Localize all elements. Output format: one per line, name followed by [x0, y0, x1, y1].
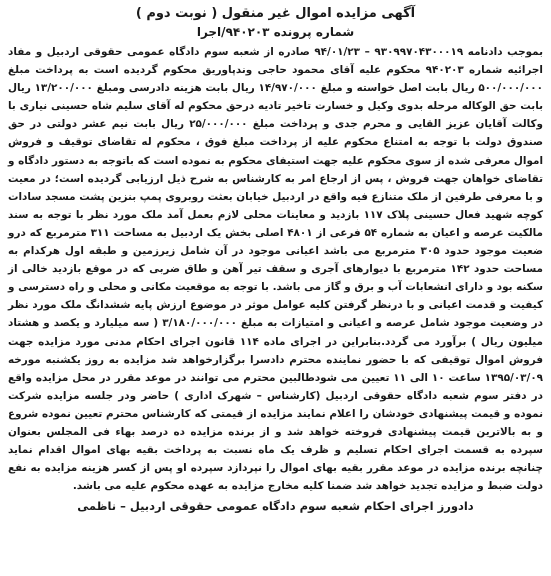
notice-body: بموجب دادنامه ۹۳۰۹۹۷۰۴۳۰۰۰۱۹ – ۹۴/۰۱/۲۳ صادره از شعبه سوم دادگاه عمومی حقوقی اردبیل و مفاد اجرائیه شماره ۹۴۰۲۰۳ محکوم علیه آقای محمود حاجی وندپاوریق محکوم گردیده است به پرداخت مبلغ ۵۰۰/۰۰۰/۰۰۰ ریال بابت اصل خواسته و مبلغ ۱۴/۹۷۰/۰۰۰ ریال بابت هزینه دادرسی ومبلغ ۱۳/۲۰۰/۰۰۰ ریال بابت حق الوکاله مرحله بدوی وکیل و خسارت تاخیر تادیه درحق محکوم له آقای سلیم شاه حسینی نیاری با وکالت آقایان عزیز القایی و محرم جدی و پرداخت مبلغ ۲۵/۰۰۰/۰۰۰ ریال بابت نیم عشر دولتی در حق صندوق دولت با توجه به امتناع محکوم علیه از پرداخت مبلغ فوق ، محکوم له تقاضای توقیف و فروش اموال معرفی شده از سوی محکوم علیه جهت استیفای محکوم به نموده است که باتوجه به دستور دادگاه و تقاضای خواهان جهت فروش ، پس از ارجاع امر به کارشناس به شرح ذیل ارزیابی گردیده است؛ در معیت و با معرفی طرفین از ملک متنازع فیه واقع در اردبیل خیابان بعثت روبروی پمپ بنزین پشت مسجد سادات کوچه شهید فعال حسینی پلاک ۱۱۷ بازدید و معاینات محلی لازم بعمل آمد ملک مورد نظر با توجه به سند مالکیت عرصه و اعیان به شماره ۵۴ فرعی از ۴۸۰۱ اصلی بخش یک اردبیل به مساحت ۳۱۱ مترمربع که درو ضعیت موجود حدود ۳۰۵ مترمربع می باشد اعیانی موجود در آن شامل زیرزمین و طبقه اول هرکدام به مساحت حدود ۱۴۲ مترمربع با دیوارهای آجری و سقف تیر آهن و طاق ضربی که در موقع بازدید خالی از سکنه بود و دارای انشعابات آب و برق و گاز می باشد. با توجه به موقعیت مکانی و محلی و راه دسترسی و کیفیت و قدمت اعیانی و با درنظر گرفتن کلیه عوامل موثر در موضوع ارزش پایه ششدانگ ملک مورد نظر در وضعیت موجود شامل عرصه و اعیانی و امتیازات به مبلغ ۳/۱۸۰/۰۰۰/۰۰۰ ( سه میلیارد و یکصد و هشتاد میلیون ریال ) برآورد می گردد.بنابراین در اجرای ماده ۱۱۴ قانون اجرای احکام مدنی مورد مزایده جهت فروش اموال توقیفی که با حضور نماینده محترم دادسرا برگزارخواهد شد مزایده به روز یکشنبه مورخه ۱۳۹۵/۰۳/۰۹ ساعت ۱۰ الی ۱۱ تعیین می شودطالبین محترم می توانند در موعد مقرر در محل مزایده واقع در دفتر سوم شعبه دادگاه حقوقی اردبیل (کارشناس – شهرک اداری ) حاضر ودر جلسه مزایده شرکت نموده و قیمت پیشنهادی خودشان را اعلام نمایند مزایده از قیمتی که کارشناس محترم تعیین نموده شروع و به بالاترین قیمت پیشنهادی فروخته خواهد شد و از برنده مزایده ده درصد بهاء فی المجلس بعنوان سپرده به قسمت اجرای احکام تسلیم و ظرف یک ماه نسبت به پرداخت بقیه بهای اموال اقدام نماید چنانچه برنده مزایده در موعد مقرر بقیه بهای اموال را نپردازد سپرده او پس از کسر هزینه مزایده به نفع دولت ضبط و مزایده تجدید خواهد شد ضمنا کلیه مخارج مزایده به عهده محکوم علیه می باشد.	[8, 46, 544, 493]
notice-title: آگهی مزایده اموال غیر منقول ( نوبت دوم )	[135, 6, 416, 21]
signature-line: دادورز اجرای احکام شعبه سوم دادگاه عمومی حقوقی اردبیل – ناظمی	[77, 499, 474, 514]
file-number: شماره پرونده ۹۴۰۲۰۳/اجرا	[196, 25, 355, 39]
